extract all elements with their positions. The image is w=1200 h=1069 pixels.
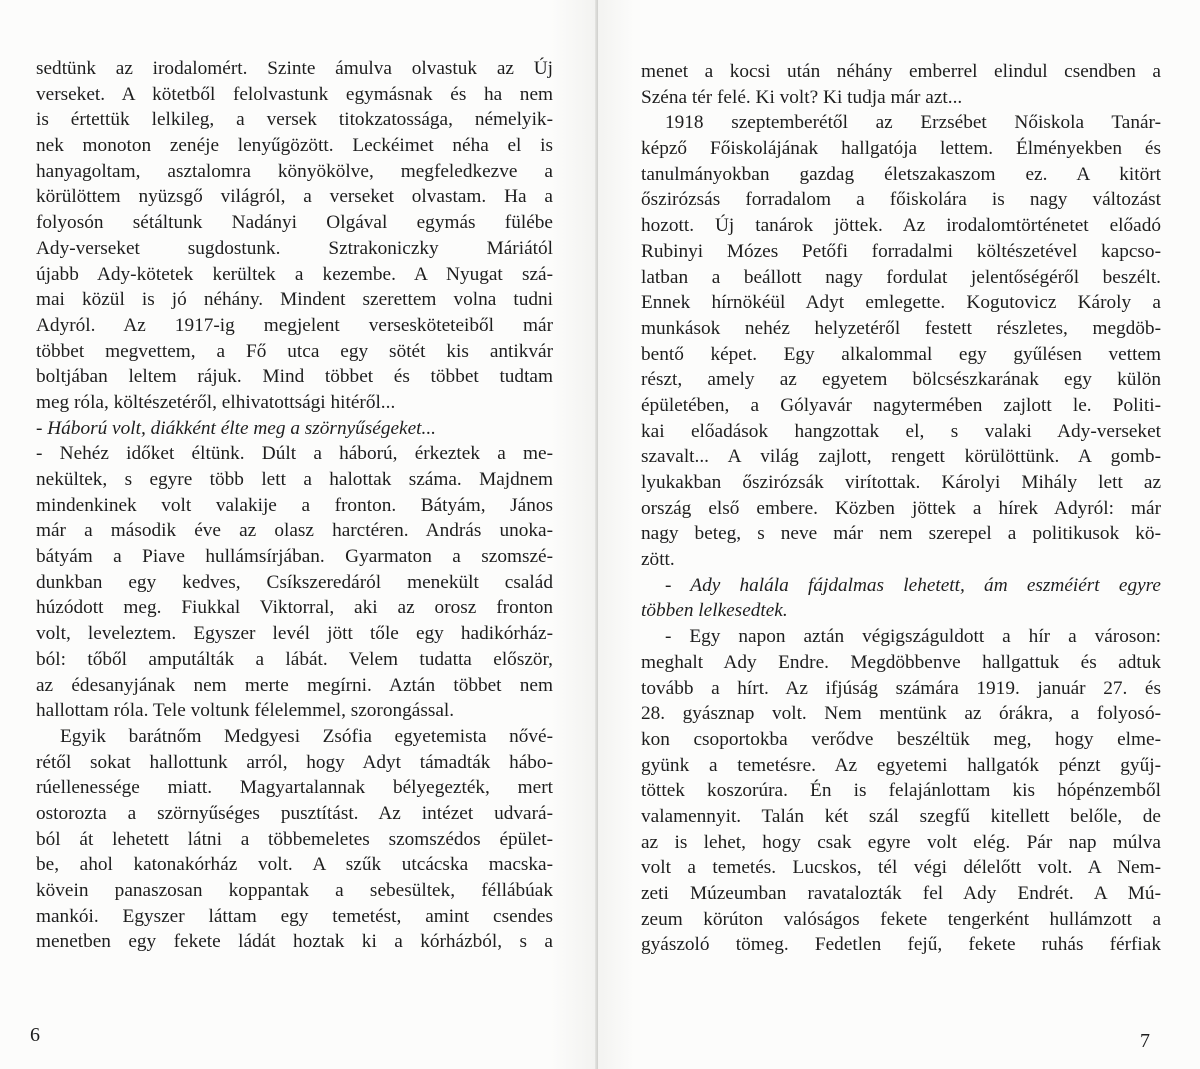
text-line: képző Főiskolájának hallgatója lettem. Élményekben és bbox=[641, 138, 1161, 160]
text-line: lyukakban őszirózsák virítottak. Károlyi Mihály lett az bbox=[641, 472, 1161, 493]
left-page-text bbox=[36, 56, 553, 955]
text-line: tovább a hírt. Az ifjúság számára 1919. január 27. és bbox=[641, 677, 1161, 699]
text-line: rétől sokat hallottunk arról, hogy Adyt támadták hábo- bbox=[36, 751, 553, 773]
text-line: az is lehet, hogy csak egyre volt elég. Pár nap múlva bbox=[641, 831, 1161, 853]
text-line: 1918 szeptemberétől az Erzsébet Nőiskola Tanár- bbox=[665, 112, 1161, 134]
text-line: nagy beteg, s neve már nem szerepel a politikusok kö- bbox=[641, 523, 1161, 545]
text-line: nekültek, s egyre több lett a halottak száma. Majdnem bbox=[36, 469, 553, 490]
text-line: hozott. Új tanárok jöttek. Az irodalomtörténetet előadó bbox=[641, 215, 1161, 237]
right-page-number: 7 bbox=[1140, 1030, 1150, 1052]
text-line: bátyám a Piave hullámsírjában. Gyarmaton a szomszé- bbox=[36, 546, 553, 568]
text-line: volt a temetés. Lucskos, tél végi délelőtt volt. A Nem- bbox=[641, 857, 1161, 879]
text-line: volt, leveleztem. Egyszer levél jött tőle egy hadikórház- bbox=[36, 623, 553, 645]
text-line: kon csoportokba verődve beszéltük meg, hogy elme- bbox=[641, 728, 1161, 750]
text-line: töttek koszorúra. Én is felajánlottam kis hópénzemből bbox=[641, 780, 1161, 802]
text-line: mankói. Egyszer láttam egy temetést, amint csendes bbox=[36, 905, 553, 927]
text-line: meghalt Ady Endre. Megdöbbenve hallgattuk és adtuk bbox=[641, 651, 1161, 673]
right-page bbox=[598, 0, 1200, 1069]
text-line: Ennek hírnökéül Adyt emlegette. Kogutovicz Károly a bbox=[641, 292, 1161, 314]
text-line: menetben egy fekete ládát hoztak ki a kórházból, s a bbox=[36, 931, 553, 953]
text-line: be, ahol katonakórház volt. A szűk utcácska macska- bbox=[36, 854, 553, 876]
text-line: kövein panaszosan koppantak a sebesültek, féllábúak bbox=[36, 880, 553, 901]
text-line: ból át lehetett látni a többemeletes szomszédos épület- bbox=[36, 828, 553, 850]
text-line: Adyról. Az 1917-ig megjelent versesköteteiből már bbox=[36, 314, 553, 336]
text-line: bentő képet. Egy alkalommal egy gyűlésen vettem bbox=[641, 343, 1161, 365]
text-line: zeti Múzeumban ravatalozták fel Ady Endrét. A Mú- bbox=[641, 883, 1161, 904]
text-line: dunkban egy kedves, Csíkszeredáról menekült család bbox=[36, 571, 553, 593]
text-line: meg róla, költészetéről, elhivatottsági hitéről... bbox=[36, 391, 396, 413]
text-line: - Ady halála fájdalmas lehetett, ám eszméiért egyre bbox=[665, 574, 1161, 596]
text-line: őszirózsás forradalom a főiskolára is nagy változást bbox=[641, 189, 1161, 211]
text-line: folyosón sétáltunk Nadányi Olgával egymás fülébe bbox=[36, 212, 553, 234]
text-line: mai közül is jó néhány. Mindent szerettem volna tudni bbox=[36, 289, 553, 311]
text-line: ból: tőből amputálták a lábát. Velem tudatta először, bbox=[36, 648, 553, 670]
text-line: zeum körúton valóságos fekete tengerként hullámzott a bbox=[641, 908, 1161, 930]
text-line: ország első embere. Közben jöttek a hírek Adyról: már bbox=[641, 497, 1161, 519]
text-line: szavalt... A világ zajlott, rengett körülöttünk. A gomb- bbox=[641, 446, 1161, 468]
text-line: mindenkinek volt valakije a fronton. Bátyám, János bbox=[36, 494, 553, 516]
text-line: részt, amely az egyetem bölcsészkarának egy külön bbox=[641, 369, 1161, 391]
text-line: az édesanyjának nem merte megírni. Aztán többet nem bbox=[36, 674, 553, 696]
text-line: többen lelkesedtek. bbox=[641, 600, 788, 622]
text-line: nek monoton zenéje lenyűgözött. Leckéimet néha el is bbox=[36, 135, 553, 157]
left-page bbox=[0, 0, 598, 1069]
text-line: munkások nehéz helyzetéről festett részletes, megdöb- bbox=[641, 317, 1161, 339]
text-line: latban a beállott nagy fordulat jelentőségéről beszélt. bbox=[641, 266, 1161, 288]
text-line: hallottam róla. Tele voltunk félelemmel, szorongással. bbox=[36, 700, 455, 722]
text-line: hanyagoltam, asztalomra könyökölve, megfeledkezve a bbox=[36, 160, 553, 182]
text-line: Ady-verseket sugdostunk. Sztrakoniczky Máriától bbox=[36, 237, 553, 259]
text-line: gyászoló tömeg. Fedetlen fejű, fekete ruhás férfiak bbox=[641, 934, 1161, 956]
text-line: újabb Ady-kötetek kerültek a kezembe. A Nyugat szá- bbox=[36, 263, 553, 285]
text-line: - Háború volt, diákként élte meg a szörnyűségeket... bbox=[36, 417, 436, 439]
left-page-number: 6 bbox=[30, 1024, 40, 1046]
text-line: húzódott meg. Fiukkal Viktorral, aki az orosz fronton bbox=[36, 597, 553, 619]
text-line: is értettük lelkileg, a versek titokzatossága, némelyik- bbox=[36, 109, 553, 131]
right-page-text bbox=[641, 59, 1161, 958]
text-line: többet megvettem, a Fő utca egy sötét kis antikvár bbox=[36, 340, 553, 362]
text-line: ostorozta a szörnyűséges pusztítást. Az intézet udvará- bbox=[36, 802, 553, 824]
text-line: Egyik barátnőm Medgyesi Zsófia egyetemista nővé- bbox=[60, 725, 553, 747]
text-line: körülöttem nyüzsgő világról, a verseket olvastam. Ha a bbox=[36, 186, 553, 208]
text-line: Széna tér felé. Ki volt? Ki tudja már azt... bbox=[641, 86, 963, 108]
text-line: tanulmányokban gazdag életszakaszom ez. A kitört bbox=[641, 163, 1161, 185]
text-line: gyünk a temetésre. Az egyetemi hallgatók pénzt gyűj- bbox=[641, 754, 1161, 776]
text-line: sedtünk az irodalomért. Szinte ámulva olvastuk az Új bbox=[36, 58, 553, 79]
text-line: valamennyit. Talán két szál szegfű kitellett belőle, de bbox=[641, 805, 1161, 827]
text-line: már a második éve az olasz harctéren. András unoka- bbox=[36, 520, 553, 542]
text-line: zött. bbox=[641, 549, 675, 571]
text-line: boltjában leltem rájuk. Mind többet és többet tudtam bbox=[36, 366, 553, 388]
text-line: kai előadások hangzottak el, s valaki Ady-verseket bbox=[641, 420, 1161, 442]
text-line: verseket. A kötetből felolvastunk egymásnak és ha nem bbox=[36, 83, 553, 105]
text-line: Rubinyi Mózes Petőfi forradalmi költészetével kapcso- bbox=[641, 240, 1161, 262]
text-line: - Nehéz időket éltünk. Dúlt a háború, érkeztek a me- bbox=[36, 443, 553, 465]
text-line: rúellenessége miatt. Magyartalannak bélyegezték, mert bbox=[36, 777, 553, 799]
text-line: épületében, a Gólyavár nagytermében zajlott le. Politi- bbox=[641, 394, 1161, 416]
text-line: menet a kocsi után néhány emberrel elindul csendben a bbox=[641, 61, 1161, 82]
text-line: 28. gyásznap volt. Nem mentünk az órákra, a folyosó- bbox=[641, 703, 1161, 725]
text-line: - Egy napon aztán végigszáguldott a hír a városon: bbox=[665, 626, 1161, 648]
